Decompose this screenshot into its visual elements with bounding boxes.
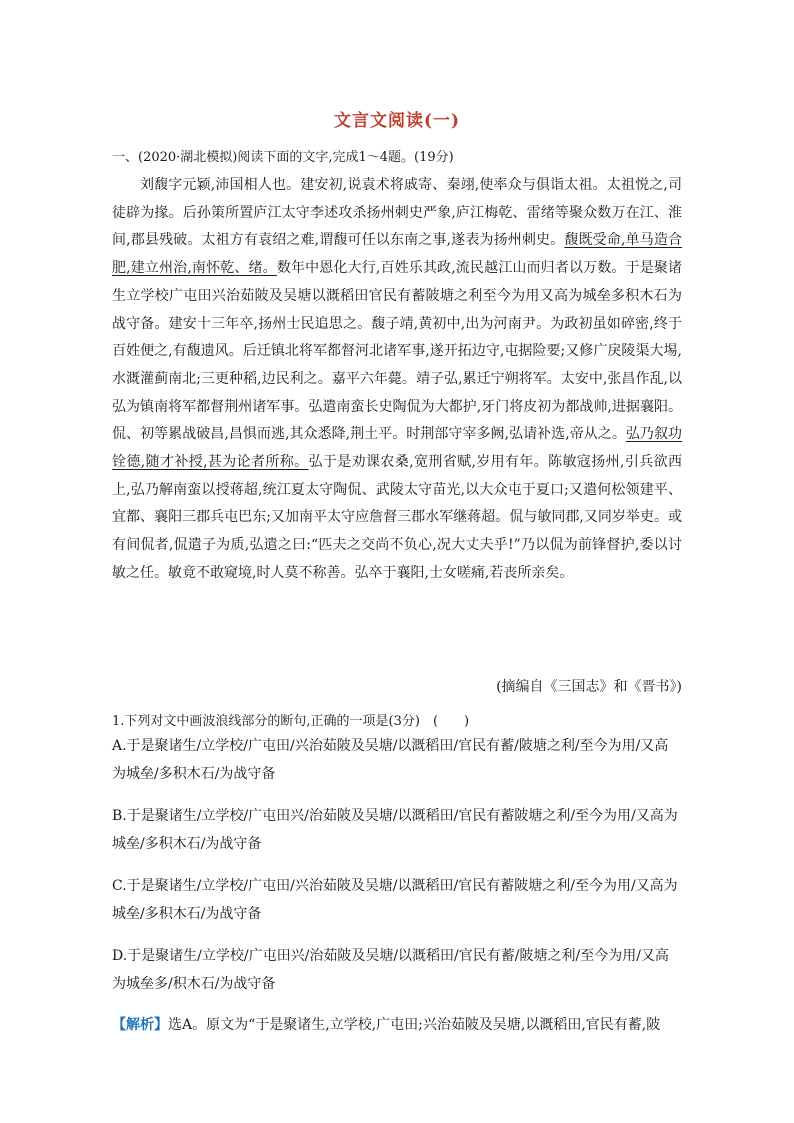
underlined-sentence-1: 馥既受命,单马造合肥,建立州治,南怀乾、绪。: [112, 232, 682, 277]
option-b: B.于是聚诸生/立学校/广屯田兴/治茹陂及吴塘/以溉稻田/官民有蓄陂塘之利/至今为用/又高为城垒/多积木石/为战守备: [112, 808, 678, 852]
passage-text: [112, 172, 682, 588]
analysis-line: [112, 1014, 682, 1034]
option-a: A.于是聚诸生/立学校/广屯田/兴治茹陂及吴塘/以溉稻田/官民有蓄/陂塘之利/至今为用/又高为城垒/多积木石/为战守备: [112, 738, 669, 782]
passage-part-3: 弘于是劝课农桑,宽刑省赋,岁用有年。陈敏寇扬州,引兵欲西上,弘乃解南蛮以授蒋超,统江夏太守陶侃、武陵太守苗光,以大众屯于夏口;又遣何松领建平、宜都、襄阳三郡兵屯巴东;又加南平太守应詹督三郡水军继蒋超。侃与敏同郡,又同岁举吏。或有间侃者,侃遣子为质,弘遣之曰:“匹夫之交尚不负心,况大丈夫乎!”乃以侃为前锋督护,委以讨敏之任。敏竟不敢窥境,时人莫不称善。弘卒于襄阳,士女嗟痛,若丧所亲矣。: [112, 454, 682, 581]
analysis-tag: 【解析】: [112, 1017, 168, 1033]
question-1: 1.下列对文中画波浪线部分的断句,正确的一项是(3分) ( ): [112, 714, 470, 729]
passage-part-1: 刘馥字元颖,沛国相人也。建安初,说袁术将戚寄、秦翊,使率众与俱诣太祖。太祖悦之,司徒辟为掾。后孙策所置庐江太守李述攻杀扬州刺史严象,庐江梅乾、雷绪等聚众数万在江、淮间,郡县残破。太祖方有袁绍之难,谓馥可任以东南之事,遂表为扬州刺史。: [112, 177, 682, 249]
page-title: 文言文阅读(一): [333, 111, 461, 131]
passage-part-2: 数年中恩化大行,百姓乐其政,流民越江山而归者以万数。于是聚诸生立学校广屯田兴治茹陂及吴塘以溉稻田官民有蓄陂塘之利至今为用又高为城垒多积木石为战守备。建安十三年卒,扬州士民追思之。馥子靖,黄初中,出为河南尹。为政初虽如碎密,终于百姓便之,有馥遗风。后迁镇北将军都督河北诸军事,遂开拓边守,屯据险要;又修广戾陵渠大埸,水溉灌蓟南北;三更种稻,边民利之。嘉平六年薨。靖子弘,累迁宁朔将军。太安中,张昌作乱,以弘为镇南将军都督荆州诸军事。弘遣南蛮长史陶侃为大都护,牙门将皮初为都战帅,进据襄阳。侃、初等累战破昌,昌惧而逃,其众悉降,荆土平。时荆部守宰多阙,弘请补选,帝从之。: [112, 260, 682, 443]
section-heading: 一、(2020·湖北模拟)阅读下面的文字,完成1～4题。(19分): [112, 150, 454, 165]
source-citation: (摘编自《三国志》和《晋书》): [496, 679, 682, 695]
analysis-text: 选A。原文为“于是聚诸生,立学校,广屯田;兴治茹陂及吴塘,以溉稻田,官民有蓄,陂: [168, 1017, 661, 1033]
underlined-sentence-2: 弘乃叙功铨德,随才补授,甚为论者所称。: [112, 426, 683, 471]
option-c: C.于是聚诸生/立学校/广屯田/兴治茹陂及吴塘/以溉稻田/官民有蓄陂塘之利/至今为用/又高为城垒/多积木石/为战守备: [112, 878, 678, 922]
option-d: D.于是聚诸生/立学校/广屯田兴/治茹陂及吴塘/以溉稻田/官民有蓄/陂塘之利/至今为用/又高为城垒多/积木石/为战守备: [112, 948, 669, 992]
